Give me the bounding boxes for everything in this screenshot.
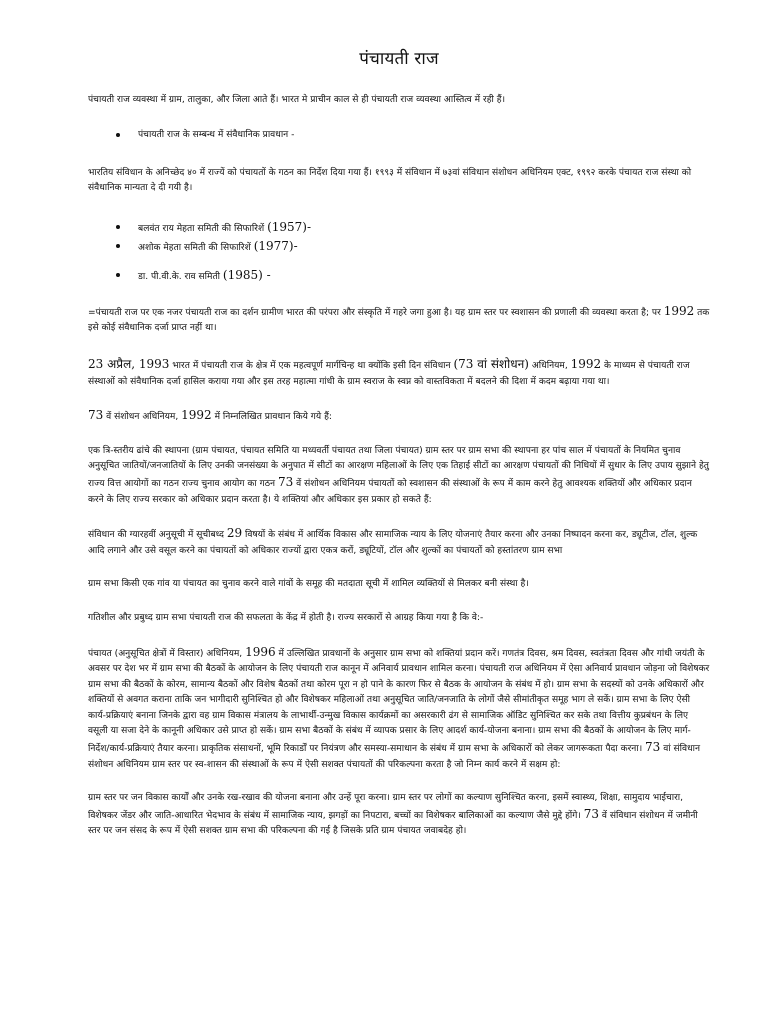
list-item	[88, 238, 710, 257]
overview-text-end: तक इसे कोई संवैधानिक दर्जा प्राप्त नहीं था।	[88, 307, 710, 334]
bullet-text: बलवंत राय मेहता समिती की सिफारिशें	[138, 223, 265, 234]
three-tier-paragraph	[88, 444, 710, 508]
final-text-end: वें संविधान संशोधन में जमीनी स्तर पर जन संसद के रूप में ऐसी सशक्त ग्राम सभा की परिकल्पना की गई है जिसके प्रति ग्राम पंचायत जवाबदेह हो।	[88, 810, 698, 837]
constitution-paragraph: भारतिय संविधान के अनिच्छेद ४० में राज्यें को पंचायतों के गठन का निर्देश दिया गया हैं। १९९३ में संविधान में ७३वां संविधान संशोधन अधिनियम एक्ट, १९९२ करके पंचायत राज संस्था को संवैधानिक मान्यता दे दी गयी है।	[88, 167, 692, 194]
list-item	[88, 219, 710, 238]
april-amendment: (73 वां संशोधन)	[453, 356, 529, 371]
three-tier-text: एक त्रि-स्तरीय ढांचे की स्थापना (ग्राम पंचायत, पंचायत समिति या मध्यवर्ती पंचायत तथा जिला पंचायत) ग्राम स्तर पर ग्राम सभा की स्थापना हर पांच साल में पंचायतों के नियमित चुनाव अनुसूचित जातियों/जनजातियों के लिए उनकी जनसंख्या के अनुपात में सीटों का आरक्षण महिलाओं के लिए एक तिहाई सीटों का आरक्षण पंचायतों की निधियों में सुधार के लिए उपाय सुझाने हेतु राज्य वित्त आयोगों का गठन राज्य चुनाव आयोग का गठन	[88, 445, 709, 489]
bullet-year: (1957)-	[267, 219, 312, 234]
schedule-number: 29	[226, 526, 243, 541]
final-text: ग्राम स्तर पर जन विकास कार्यों और उनके रख-रखाव की योजना बनाना और उन्हें पूरा करना। ग्राम स्तर पर लोगों का कल्याण सुनिश्चित करना, इसमें स्वास्थ्य, शिक्षा, सामुदाय भाईचारा, विशेषकर जेंडर और जाति-आधारित भेदभाव के संबंध में सामाजिक न्याय, झगड़ों का निपटारा, बच्चों का विशेषकर बालिकाओं का कल्याण जैसे मुद्दे होंगे।	[88, 793, 684, 821]
bullet-dot	[116, 133, 120, 137]
april-year: 1992	[570, 356, 602, 371]
april-paragraph	[88, 357, 710, 390]
active-gram-sabha-paragraph: गतिशील और प्रबुध्द ग्राम सभा पंचायती राज की सफलता के केंद्र में होती है। राज्य सरकारों से आग्रह किया गया है कि वे:-	[88, 612, 484, 623]
act-heading-text: वें संशोधन अधिनियम,	[103, 412, 182, 423]
act-heading-number: 73	[88, 408, 104, 423]
schedule-text-end: विषयों के संबंध में आर्थिक विकास और सामाजिक न्याय के लिए योजनाएं तैयार करना और उनका निष्पादन करना कर, ड्यूटीज, टॉल, शुल्क आदि लगाने और उसे वसूल करने का पंचायतों को अधिकार राज्यों द्वारा एकत्र करों, ड्यूटियों, टॉल और शुल्कों का पंचायतों को हस्तांतरण ग्राम सभा	[88, 530, 698, 556]
final-paragraph	[88, 791, 710, 840]
schedule-paragraph	[88, 526, 710, 559]
overview-text: =पंचायती राज पर एक नजर पंचायती राज का दर्शन ग्रामीण भारत की परंपरा और संस्कृति में गहरे जगा हुआ है। यह ग्राम स्तर पर स्वशासन की प्रणाली की व्यवस्था करता है; पर	[88, 307, 664, 318]
april-text-3: के माध्यम से पंचायती राज संस्थाओं को संवैधानिक दर्जा हासिल कराया गया और इस तरह महात्मा गांधी के ग्राम स्वराज के स्वप्न को वास्तविकता में बदलने की दिशा में कदम बढ़ाया गया था।	[88, 360, 690, 387]
pesa-text: पंचायत (अनुसूचित क्षेत्रों में विस्तार) अधिनियम,	[88, 648, 246, 659]
april-date: 23 अप्रैल, 1993	[88, 356, 170, 371]
bullet-text: पंचायती राज के सम्बन्ध में संवैधानिक प्रावधान -	[138, 129, 295, 140]
bullet-text: डा. पी.वी.के. राव समिती	[138, 271, 220, 282]
three-tier-text-end: वें संशोधन अधिनियम पंचायतों को स्वशासन की संस्थाओं के रूप में काम करने हेतु आवश्यक शक्तियों और अधिकार प्रदान करने के लिए राज्य सरकार को अधिकार प्रदान करता है। ये शक्तियां और अधिकार इस प्रकार हो सकते हैं:	[88, 478, 692, 505]
bullet-text: अशोक मेहता समिती की सिफारिशें	[138, 242, 251, 253]
intro-paragraph: पंचायती राज व्यवस्था में ग्राम, तालुका, और जिला आते हैं। भारत मे प्राचीन काल से ही पंचायती राज व्यवस्था आस्तित्व में रही हैं।	[88, 95, 506, 105]
act-heading	[88, 408, 710, 426]
april-text: भारत में पंचायती राज के क्षेत्र में एक महत्वपूर्ण मार्गचिन्ह था क्योंकि इसी दिन संविधान	[169, 360, 454, 371]
pesa-year: 1996	[245, 644, 276, 659]
overview-paragraph	[88, 304, 710, 337]
overview-year: 1992	[663, 303, 695, 318]
list-item	[88, 127, 710, 144]
bullet-list-rao	[88, 267, 710, 286]
list-item	[88, 267, 710, 286]
bullet-list-committees	[88, 219, 710, 257]
schedule-text: संविधान की ग्यारहवीं अनुसूची में सूचीबध्द	[88, 530, 227, 541]
pesa-paragraph	[88, 645, 710, 774]
bullet-dot	[116, 225, 120, 229]
final-number: 73	[583, 806, 599, 821]
gram-sabha-paragraph: ग्राम सभा किसी एक गांव या पंचायत का चुनाव करने वाले गांवों के समूह की मतदाता सूची में शामिल व्यक्तियों से मिलकर बनी संस्था है।	[88, 579, 529, 590]
act-heading-year: 1992	[181, 408, 212, 423]
bullet-year: (1977)-	[253, 238, 298, 253]
bullet-dot	[116, 244, 120, 248]
act-heading-text-end: में निम्नलिखित प्रावधान किये गये हैं:	[211, 412, 332, 423]
bullet-year: (1985) -	[222, 267, 271, 282]
bullet-list-provisions	[88, 127, 710, 144]
bullet-dot	[116, 273, 120, 277]
pesa-text-2: में उल्लिखित प्रावधानों के अनुसार ग्राम सभा को शक्तियां प्रदान करें। गणतंत्र दिवस, श्रम दिवस, स्वतंत्रता दिवस और गांधी जयंती के अवसर पर देश भर में ग्राम सभा की बैठकों के आयोजन के लिए पंचायती राज कानून में अनिवार्य प्रावधान शामिल करना। पंचायती राज अधिनियम में ऐसा अनिवार्य प्रावधान जोड़ना जो विशेषकर ग्राम सभा की बैठकों के कोरम, सामान्य बैठकों और विशेष बैठकों तथा कोरम पूरा न हो पाने के कारण फिर से बैठक के आयोजन के संबंध में हो। ग्राम सभा के सदस्यों को उनके अधिकारों और शक्तियों से अवगत कराना ताकि जन भागीदारी सुनिश्चित हो और विशेषकर महिलाओं तथा अनुसूचित जाति/जनजाति के लोगों जैसे सीमांतीकृत समूह भाग ले सकें। ग्राम सभा के लिए ऐसी कार्य-प्रक्रियाएं बनाना जिनके द्वारा वह ग्राम विकास मंत्रालय के लाभार्थी-उन्मुख विकास कार्यक्रमों का असरकारी ढंग से सामाजिक ऑडिट सुनिश्चित कर सके तथा वित्तीय कुप्रबंधन के लिए वसूली या सजा देने के कानूनी अधिकार उसे प्राप्त हो सकें। ग्राम सभा बैठकों के संबंध में व्यापक प्रसार के लिए आदर्श कार्य-योजना बनाना। ग्राम सभा की बैठकों के आयोजन के लिए मार्ग-निर्देश/कार्य-प्रक्रियाएं तैयार करना। प्राकृतिक संसाधनों, भूमि रिकार्डों पर नियंत्रण और समस्या-समाधान के संबंध में ग्राम सभा के अधिकारों को लेकर जागरूकता पैदा करना।	[88, 648, 710, 755]
april-text-2: अधिनियम,	[528, 360, 571, 371]
pesa-text-3: वां संविधान संशोधन अधिनियम ग्राम स्तर पर स्व-शासन की संस्थाओं के रूप में ऐसी सशक्त पंचायतों की परिकल्पना करता है जो निम्न कार्य करने में सक्षम हो:	[88, 744, 701, 770]
page-title: पंचायती राज	[359, 49, 439, 69]
three-tier-number: 73	[277, 474, 294, 489]
pesa-number: 73	[645, 740, 661, 755]
